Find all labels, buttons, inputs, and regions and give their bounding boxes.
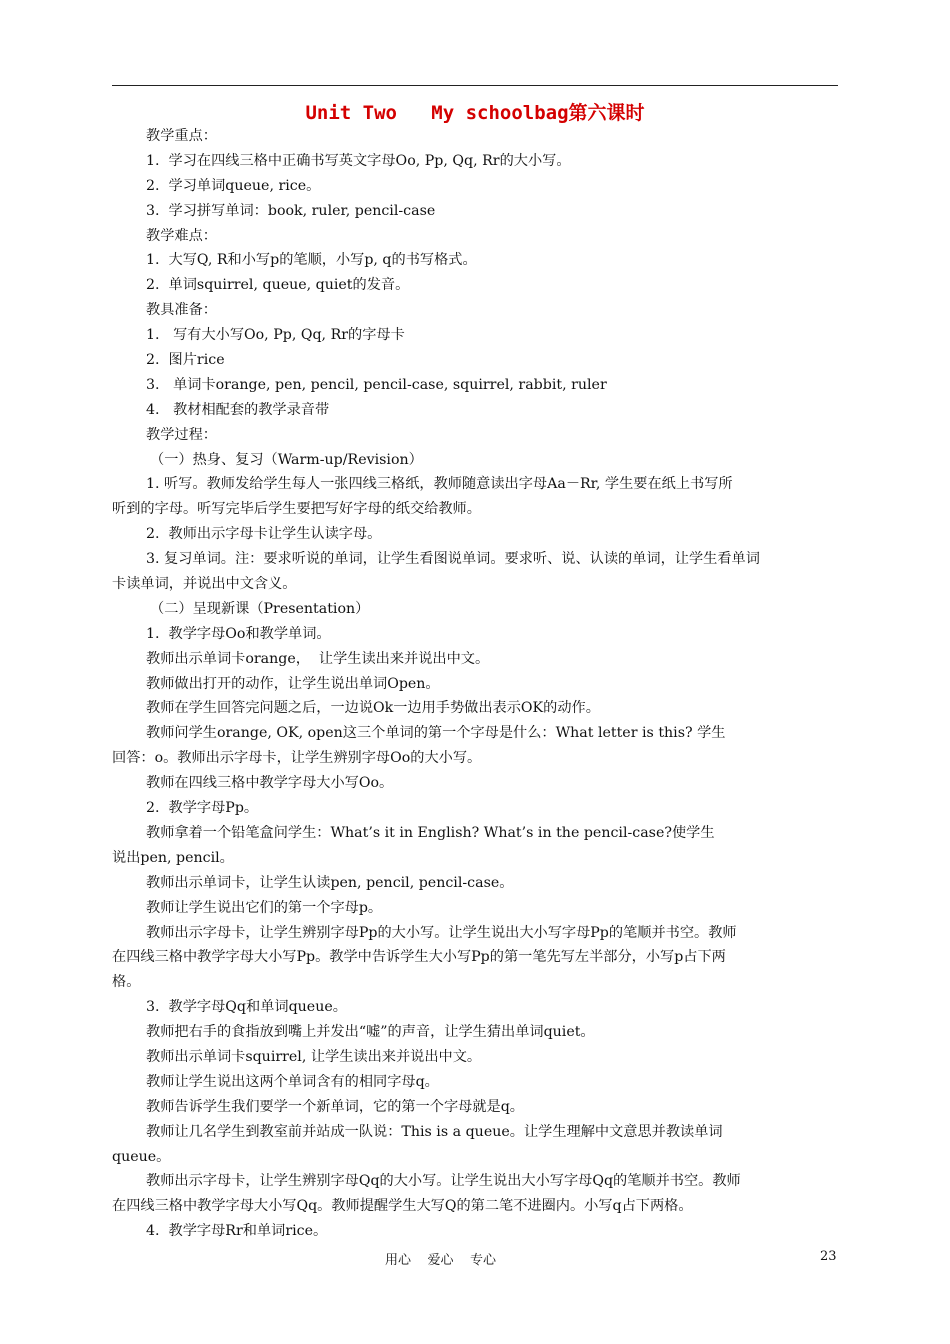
footer-motto: 用心 爱心 专心 xyxy=(385,1253,497,1268)
text-line: （一）热身、复习（Warm-up/Revision） xyxy=(150,451,423,468)
text-line: 教具准备： xyxy=(146,302,217,319)
document-body xyxy=(112,124,838,1244)
text-line: 教师让几名学生到教室前并站成一队说：This is a queue。让学生理解中文意思并教读单词 xyxy=(146,1123,723,1140)
text-line: 教学重点： xyxy=(146,128,217,144)
header-rule xyxy=(112,85,838,86)
text-line: 教师告诉学生我们要学一个新单词，它的第一个字母就是q。 xyxy=(146,1098,524,1115)
text-line: 2. 单词squirrel, queue, quiet的发音。 xyxy=(146,277,410,294)
text-line: 1. 教学字母Oo和教学单词。 xyxy=(146,625,331,642)
text-line: 2. 图片rice xyxy=(146,352,225,369)
text-line: 教师出示单词卡orange， 让学生读出来并说出中文。 xyxy=(146,650,490,667)
text-line: 3. 单词卡orange, pen, pencil, pencil-case, squirrel, rabbit, ruler xyxy=(146,376,607,393)
text-line: 1. 听写。教师发给学生每人一张四线三格纸，教师随意读出字母Aa－Rr, 学生要在纸上书写所 xyxy=(146,476,733,493)
text-line: 教师出示单词卡squirrel, 让学生读出来并说出中文。 xyxy=(146,1048,482,1065)
text-line: 在四线三格中教学字母大小写Qq。教师提醒学生大写Q的第二笔不进圈内。小写q占下两格。 xyxy=(112,1198,693,1215)
text-line: 2. 学习单词queue, rice。 xyxy=(146,177,321,194)
text-line: （二）呈现新课（Presentation） xyxy=(150,600,370,617)
text-line: 教师让学生说出这两个单词含有的相同字母q。 xyxy=(146,1073,439,1090)
text-line: queue。 xyxy=(112,1148,171,1165)
text-line: 教师出示字母卡，让学生辨别字母Qq的大小写。让学生说出大小写字母Qq的笔顺并书空。教师 xyxy=(146,1173,741,1190)
text-line: 教师做出打开的动作，让学生说出单词Open。 xyxy=(146,675,440,692)
text-line: 2. 教学字母Pp。 xyxy=(146,800,259,817)
page-number: 23 xyxy=(820,1249,837,1264)
text-line: 在四线三格中教学字母大小写Pp。教学中告诉学生大小写Pp的第一笔先写左半部分，小写p占下两 xyxy=(112,949,726,966)
text-line: 卡读单词，并说出中文含义。 xyxy=(112,576,297,593)
text-line: 1. 学习在四线三格中正确书写英文字母Oo, Pp, Qq, Rr的大小写。 xyxy=(146,152,571,169)
text-line: 教师在四线三格中教学字母大小写Oo。 xyxy=(146,775,394,792)
text-line: 4. 教学字母Rr和单词rice。 xyxy=(146,1223,328,1240)
text-line: 教师出示字母卡，让学生辨别字母Pp的大小写。让学生说出大小写字母Pp的笔顺并书空。教师 xyxy=(146,924,737,941)
text-line: 说出pen, pencil。 xyxy=(112,849,234,866)
text-line: 1. 大写Q, R和小写p的笔顺，小写p, q的书写格式。 xyxy=(146,252,477,269)
text-line: 3. 复习单词。注：要求听说的单词，让学生看图说单词。要求听、说、认读的单词，让学生看单词 xyxy=(146,551,760,568)
text-line: 2. 教师出示字母卡让学生认读字母。 xyxy=(146,526,382,543)
text-line: 4. 教材相配套的教学录音带 xyxy=(146,401,330,418)
text-line: 教学难点： xyxy=(146,227,217,244)
text-line: 教师问学生orange, OK, open这三个单词的第一个字母是什么：What letter is this? 学生 xyxy=(146,725,726,742)
text-line: 教师拿着一个铅笔盒问学生：What’s it in English? What’s in the pencil-case?使学生 xyxy=(146,824,715,841)
text-line: 教师让学生说出它们的第一个字母p。 xyxy=(146,899,383,916)
text-line: 教师出示单词卡，让学生认读pen, pencil, pencil-case。 xyxy=(146,874,514,891)
text-line: 听到的字母。听写完毕后学生要把写好字母的纸交给教师。 xyxy=(112,501,481,518)
text-line: 格。 xyxy=(112,974,141,991)
text-line: 3. 学习拼写单词：book, ruler, pencil-case xyxy=(146,202,436,219)
text-line: 回答：o。教师出示字母卡，让学生辨别字母Oo的大小写。 xyxy=(112,750,482,767)
text-line: 3. 教学字母Qq和单词queue。 xyxy=(146,999,347,1016)
text-line: 教学过程： xyxy=(146,426,217,443)
text-line: 教师在学生回答完问题之后，一边说Ok一边用手势做出表示OK的动作。 xyxy=(146,700,600,717)
text-line: 教师把右手的食指放到嘴上并发出“嘘”的声音，让学生猜出单词quiet。 xyxy=(146,1024,595,1041)
text-line: 1. 写有大小写Oo, Pp, Qq, Rr的字母卡 xyxy=(146,327,405,344)
document-title: Unit Two My schoolbag第六课时 xyxy=(305,102,645,124)
